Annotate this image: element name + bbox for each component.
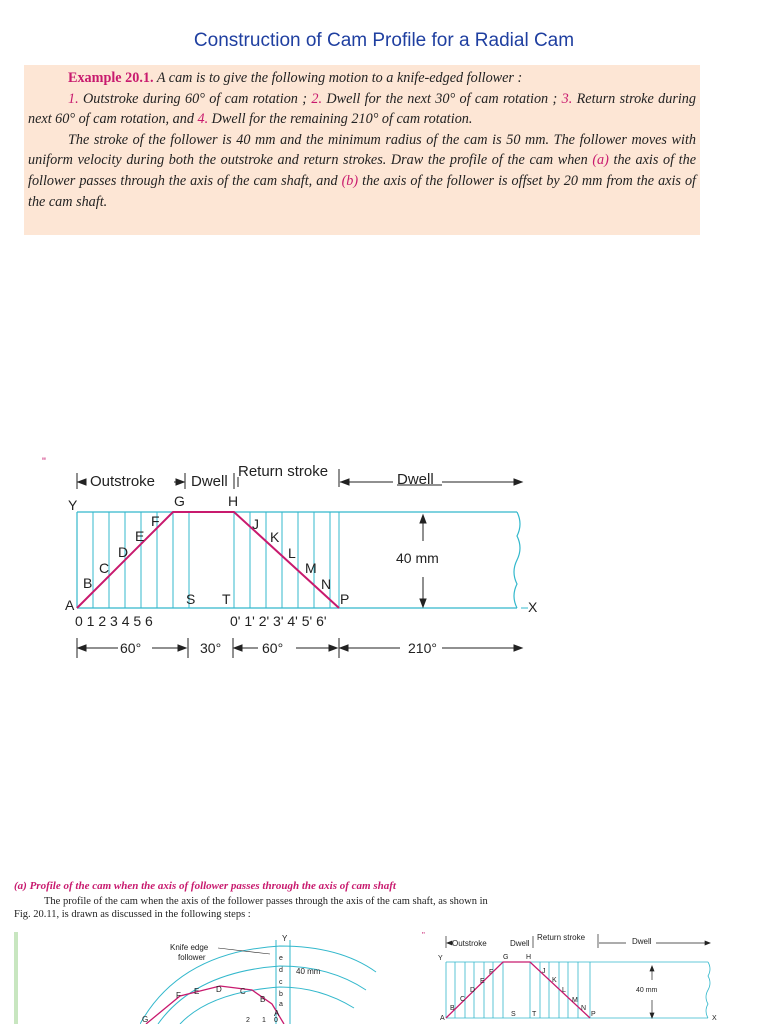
label-l: L [288,545,296,561]
ret-tick-labels: 0' 1' 2' 3' 4' 5' 6' [230,613,327,629]
displacement-curve [77,512,339,608]
page-title: Construction of Cam Profile for a Radial Cam [193,30,575,51]
sketch-b-marker: " [422,931,425,940]
sketch-a-label-e2: E [194,987,200,996]
label-follower: follower [178,953,206,962]
label-n: N [321,576,332,592]
sketch-b-label-g: G [503,954,509,961]
marker-quote: " [42,456,46,468]
sketch-b-curve [446,962,590,1018]
sketch-b-label-a: A [440,1015,445,1022]
sketch-b-grid [446,962,710,1018]
sketch-b-label-c: C [460,996,466,1003]
angle-30-dwell: 30° [200,640,222,656]
angle-60-return: 60° [262,640,284,656]
division-lines [93,512,339,608]
sketch-b-label-l: L [562,987,566,994]
sketch-b-label-b: B [450,1005,455,1012]
label-b: B [83,575,93,591]
sketch-a-40mm: 40 mm [296,967,321,976]
sketch-b-label-d: D [470,987,476,994]
sketch-a-label-d2: D [216,985,222,994]
item-3-number: 3. [561,90,573,107]
label-h: H [228,493,239,509]
figure-side-bar [14,932,18,1024]
sketch-b-label-x: X [712,1015,717,1022]
sketch-b-label-f: F [489,969,494,976]
header-outstroke: Outstroke [90,473,156,490]
section-a-heading: (a) Profile of the cam when the axis of follower passes through the axis of cam shaft [14,880,396,892]
angle-210-dwell: 210° [408,640,437,656]
sketch-a-num-0: 0 [274,1017,278,1024]
displacement-diagram [40,455,540,665]
sketch-b-label-t: T [532,1011,537,1018]
sketch-b-label-m: M [572,997,578,1004]
sketch-a-label-a: a [279,1001,283,1008]
angle-60-outstroke: 60° [120,640,142,656]
label-g: G [174,493,185,509]
sketch-b-label-h: H [526,954,532,961]
header-dwell-1: Dwell [191,473,228,490]
example-para-2: The stroke of the follower is 40 mm and the minimum radius of the cam is 50 mm. The follower moves with uniform velocity during both the outstroke and return strokes. Draw the profile of the cam when (a) the axis of the follower passes through the axis of the cam shaft, and (b) the axis of the follower is offset by 20 mm from the axis of the cam shaft. [28,131,696,210]
stroke-label: 40 mm [396,550,439,566]
label-y: Y [68,497,78,513]
example-items: 1. Outstroke during 60° of cam rotation ; 2. Dwell for the next 30° of cam rotation ; 3. Return stroke during next 60° of cam rotation, and 4. Dwell for the remaining 210° of cam rotation. [28,90,696,128]
sketch-a-label-b2: B [260,995,266,1004]
label-j: J [252,516,259,532]
item-1-number: 1. [68,90,79,107]
sketch-b-dwell-2: Dwell [632,937,652,946]
sketch-b-label-e: E [480,978,485,985]
header-dwell-2: Dwell [397,471,434,488]
sketch-a-num-1: 1 [262,1017,266,1024]
part-a-marker: (a) [592,152,609,169]
label-s: S [186,591,196,607]
part-b-marker: (b) [341,172,359,189]
label-a: A [65,597,75,613]
sketch-b-label-s: S [511,1011,516,1018]
displacement-diagram-small [420,930,720,1024]
header-return-stroke: Return stroke [238,463,329,480]
section-a-body: The profile of the cam when the axis of the follower passes through the axis of the cam shaft, as shown in Fig. 20.11, is drawn as discussed in the following steps : [14,896,488,920]
sketch-b-label-y: Y [438,955,443,962]
sketch-b-outstroke: Outstroke [452,939,487,948]
label-p: P [340,591,350,607]
sketch-b-label-n: N [581,1005,587,1012]
sketch-a-label-y: Y [282,934,288,943]
label-e: E [135,528,145,544]
sketch-a-num-2: 2 [246,1017,250,1024]
out-tick-labels: 0 1 2 3 4 5 6 [75,613,153,629]
label-d: D [118,544,129,560]
sketch-a-label-e: e [279,955,283,962]
label-knife-edge: Knife edge [170,943,209,952]
item-2-number: 2. [311,90,322,107]
example-label: Example 20.1. [68,70,154,86]
sketch-a-label-d: d [279,967,283,974]
label-m: M [305,560,317,576]
sketch-b-dwell-1: Dwell [510,939,530,948]
cam-profile-sketch [140,932,380,1024]
label-x: X [528,599,538,615]
sketch-a-label-c2: C [240,987,246,996]
angle-arrows [77,638,522,658]
sketch-a-label-f: F [176,991,181,1000]
label-k: K [270,529,280,545]
example-intro: Example 20.1. A cam is to give the following motion to a knife-edged follower : [68,70,523,86]
sketch-b-label-p: P [591,1011,596,1018]
sketch-b-label-j: J [542,968,546,975]
sketch-a-label-a2: A [274,1009,280,1018]
label-t: T [222,591,231,607]
label-f: F [151,513,160,529]
sketch-b-label-k: K [552,977,557,984]
label-c: C [99,560,110,576]
sketch-a-label-c: c [279,979,283,986]
sketch-b-40mm: 40 mm [636,987,658,994]
sketch-a-label-g: G [142,1015,149,1024]
cam-circles [140,946,376,1024]
sketch-b-return: Return stroke [537,933,586,942]
sketch-a-label-b: b [279,991,283,998]
example-box [24,65,700,235]
item-4-number: 4. [197,111,209,128]
